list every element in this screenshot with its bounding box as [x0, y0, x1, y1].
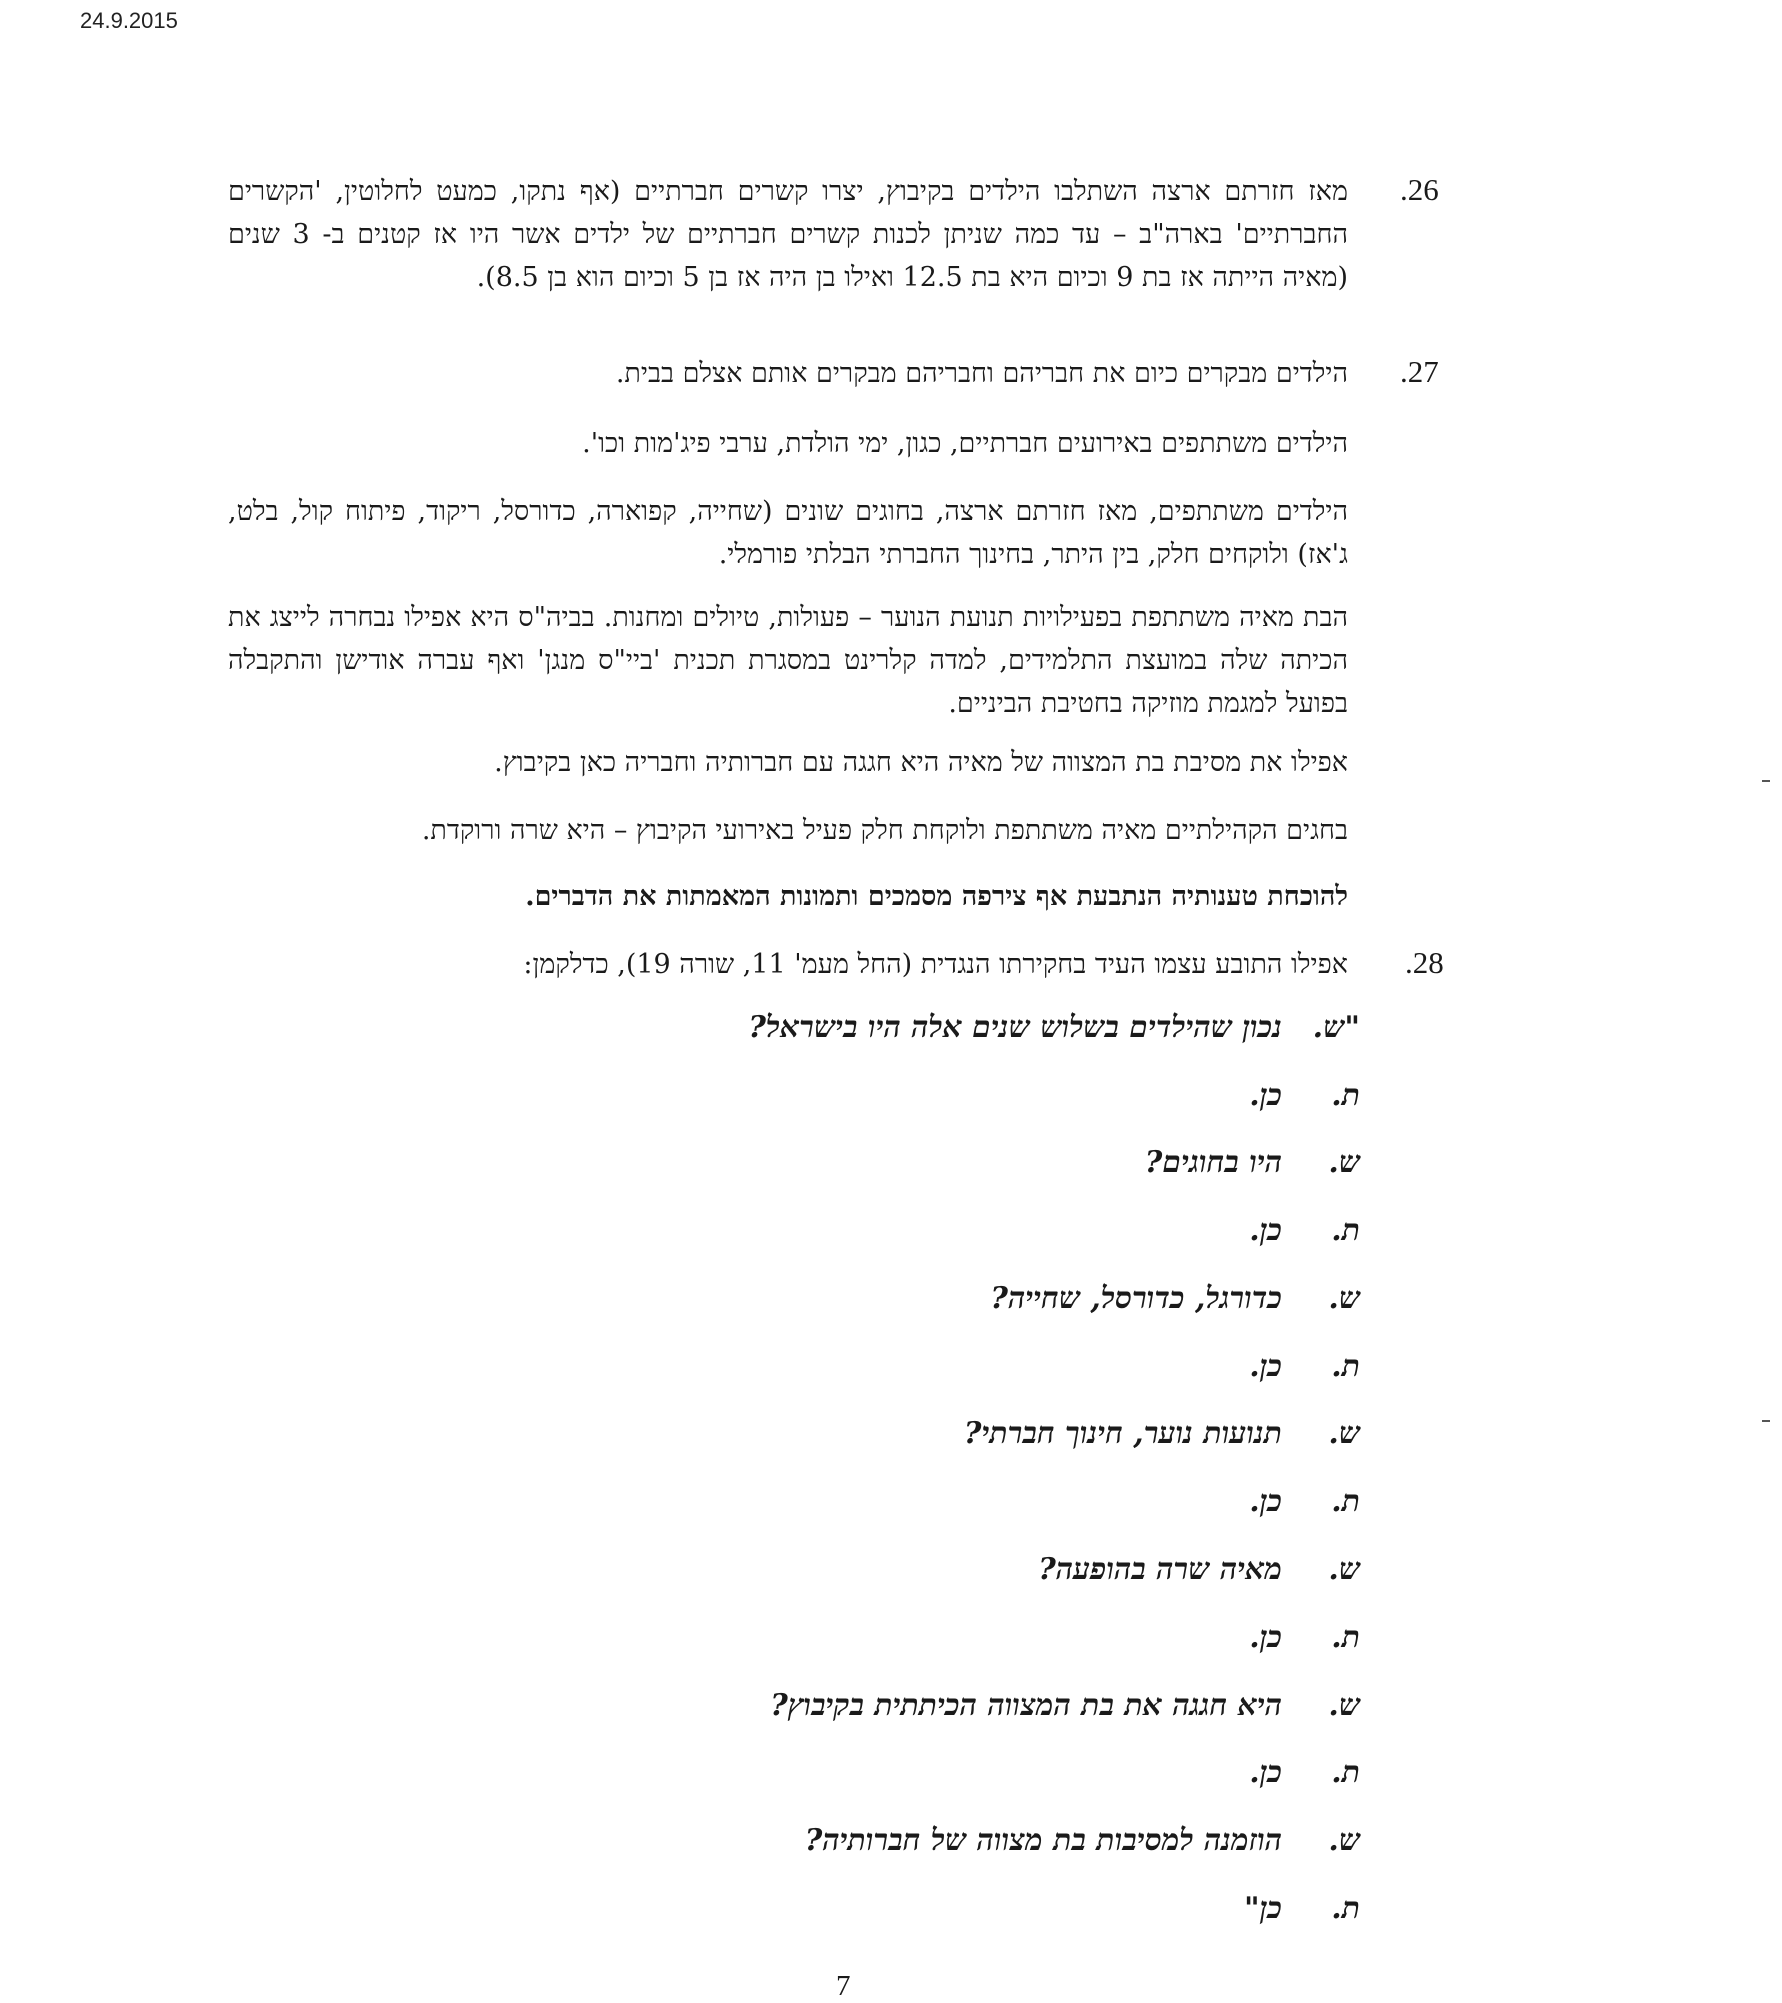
- paragraph-27-line-5: אפילו את מסיבת בת המצווה של מאיה היא חגגה עם חברותיה וחבריה כאן בקיבוץ.: [494, 747, 1348, 778]
- qa-text: כדורגל, כדורסל, שחייה?: [990, 1281, 1282, 1316]
- qa-text: כן.: [1249, 1755, 1282, 1790]
- qa-marker: ת.: [1331, 1755, 1360, 1790]
- qa-marker: ש.: [1328, 1145, 1360, 1180]
- paragraph-27-bold-statement: להוכחת טענותיה הנתבעת אף צירפה מסמכים ותמונות המאמתות את הדברים.: [525, 881, 1348, 912]
- qa-text: כן.: [1249, 1213, 1282, 1248]
- qa-text: היא חגגה את בת המצווה הכיתתית בקיבוץ?: [770, 1688, 1282, 1723]
- qa-text: כן.: [1249, 1620, 1282, 1655]
- qa-text: מאיה שרה בהופעה?: [1038, 1552, 1282, 1587]
- paragraph-27-line-1: הילדים מבקרים כיום את חבריהם וחבריהם מבקרים אותם אצלם בבית.: [615, 358, 1348, 389]
- paragraph-27-line-2: הילדים משתתפים באירועים חברתיים, כגון, ימי הולדת, ערבי פיג'מות וכו'.: [582, 428, 1348, 459]
- qa-marker: ש.: [1328, 1416, 1360, 1451]
- qa-marker: ת.: [1331, 1484, 1360, 1519]
- qa-marker: ת.: [1331, 1620, 1360, 1655]
- qa-text: הוזמנה למסיבות בת מצווה של חברותיה?: [804, 1823, 1282, 1858]
- qa-marker: ש.: [1328, 1552, 1360, 1587]
- qa-text: כן.: [1249, 1484, 1282, 1519]
- paragraph-27-line-6: בחגים הקהילתיים מאיה משתתפת ולוקחת חלק פעיל באירועי הקיבוץ – היא שרה ורוקדת.: [421, 815, 1348, 846]
- scan-mark: [1762, 1420, 1770, 1422]
- qa-marker: "ש.: [1312, 1010, 1360, 1045]
- qa-text: כן.: [1249, 1349, 1282, 1384]
- paragraph-27-line-3: הילדים משתתפים, מאז חזרתם ארצה, בחוגים שונים (שחייה, קפוארה, כדורסל, ריקוד, פיתוח קול, בלט, ג'אז) ולוקחים חלק, בין היתר, בחינוך החברתי הבלתי פורמלי.: [228, 496, 1348, 570]
- qa-marker: ת.: [1331, 1213, 1360, 1248]
- qa-marker: ש.: [1328, 1688, 1360, 1723]
- paragraph-28-intro: אפילו התובע עצמו העיד בחקירתו הנגדית (החל מעמ' 11, שורה 19), כדלקמן:: [523, 949, 1348, 980]
- qa-marker: ש.: [1328, 1823, 1360, 1858]
- qa-text: נכון שהילדים בשלוש שנים אלה היו בישראל?: [748, 1010, 1282, 1045]
- paragraph-27-line-4: הבת מאיה משתתפת בפעילויות תנועת הנוער – פעולות, טיולים ומחנות. בביה"ס היא אפילו נבחרה לייצג את הכיתה שלה במועצת התלמידים, למדה קלרינט במסגרת תכנית 'ביי"ס מנגן' ואף עברה אודישן והתקבלה בפועל למגמת מוזיקה בחטיבת הביניים.: [228, 602, 1348, 719]
- qa-marker: ת.: [1331, 1349, 1360, 1384]
- qa-marker: ת.: [1331, 1078, 1360, 1113]
- paragraph-26-text: מאז חזרתם ארצה השתלבו הילדים בקיבוץ, יצרו קשרים חברתיים (אף נתקו, כמעט לחלוטין, 'הקשרים החברתיים' בארה"ב – עד כמה שניתן לכנות קשרים חברתיים של ילדים אשר היו אז קטנים ב- 3 שנים (מאיה הייתה אז בת 9 וכיום היא בת 12.5 ואילו בן היה אז בן 5 וכיום הוא בן 8.5).: [228, 176, 1348, 293]
- qa-text: תנועות נוער, חינוך חברתי?: [963, 1416, 1282, 1451]
- qa-text: היו בחוגים?: [1144, 1145, 1282, 1180]
- paragraph-number-28: .28: [1405, 945, 1444, 980]
- qa-marker: ש.: [1328, 1281, 1360, 1316]
- qa-text: כן": [1244, 1891, 1282, 1926]
- scan-mark: [1762, 780, 1770, 782]
- paragraph-number-26: .26: [1400, 172, 1439, 207]
- page-number: 7: [836, 1970, 851, 2002]
- document-date: 24.9.2015: [80, 8, 178, 33]
- qa-marker: ת.: [1331, 1891, 1360, 1926]
- qa-text: כן.: [1249, 1078, 1282, 1113]
- paragraph-number-27: .27: [1400, 354, 1439, 389]
